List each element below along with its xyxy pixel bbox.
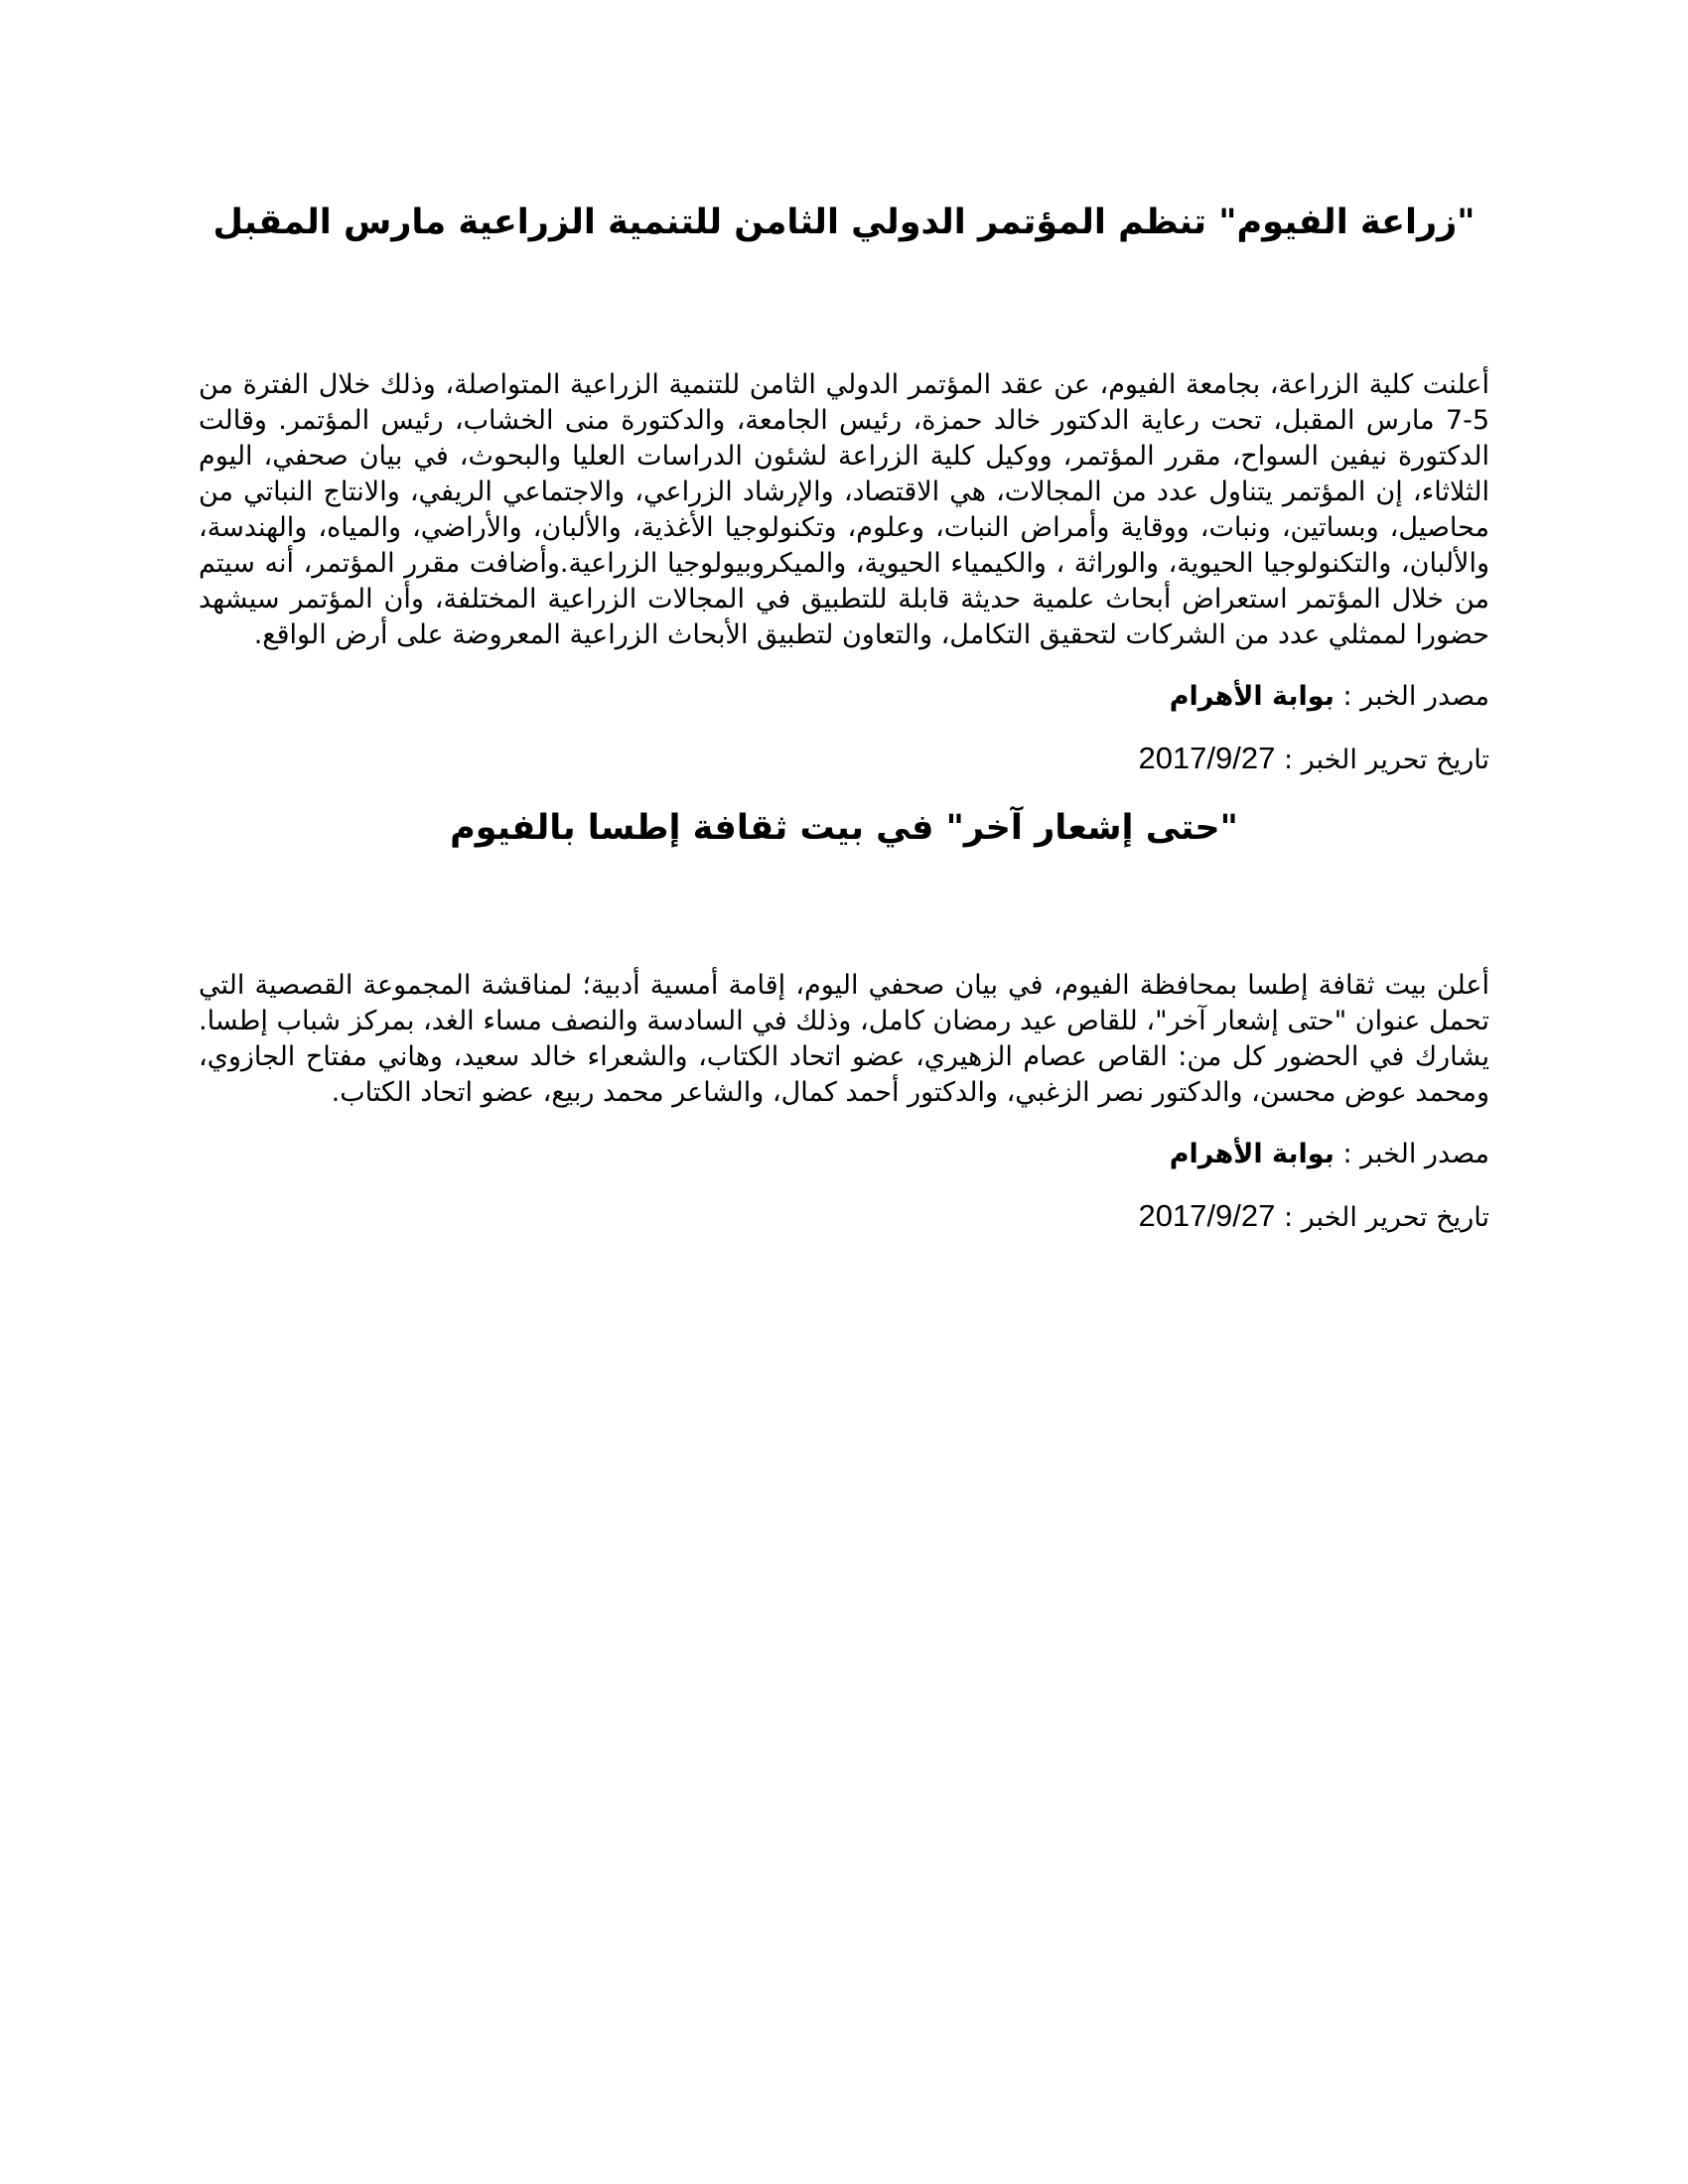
article-body: أعلن بيت ثقافة إطسا بمحافظة الفيوم، في بيان صحفي اليوم، إقامة أمسية أدبية؛ لمناقشة المجموعة القصصية التي تحمل عنوان "حتى إشعار آخر"، للقاص عيد رمضان كامل، وذلك في السادسة والنصف مساء الغد، بمركز شباب إطسا. يشارك في الحضور كل من: القاص عصام الزهيري، عضو اتحاد الكتاب، والشعراء خالد سعيد، وهاني مفتاح الجازوي، ومحمد عوض محسن، والدكتور نصر الزغبي، والدكتور أحمد كمال، والشاعر محمد ربيع، عضو اتحاد الكتاب.	[199, 970, 1489, 1108]
news-source-label: مصدر الخبر :	[1342, 680, 1489, 712]
news-source-line	[199, 1137, 1489, 1172]
news-date-label: تاريخ تحرير الخبر :	[1283, 744, 1489, 775]
news-date-label: تاريخ تحرير الخبر :	[1283, 1202, 1489, 1233]
news-source-value: بوابة الأهرام	[1169, 1139, 1335, 1169]
news-source-line	[199, 679, 1489, 715]
article-body: أعلنت كلية الزراعة، بجامعة الفيوم، عن عقد المؤتمر الدولي الثامن للتنمية الزراعية المتواصلة، وذلك خلال الفترة من 5-7 مارس المقبل، تحت رعاية الدكتور خالد حمزة، رئيس الجامعة، والدكتورة منى الخشاب، رئيس المؤتمر. وقالت الدكتورة نيفين السواح، مقرر المؤتمر، ووكيل كلية الزراعة لشئون الدراسات العليا والبحوث، في بيان صحفي، اليوم الثلاثاء، إن المؤتمر يتناول عدد من المجالات، هي الاقتصاد، والإرشاد الزراعي، والاجتماعي الريفي، والانتاج النباتي من محاصيل، وبساتين، ونبات، ووقاية وأمراض النبات، وعلوم، وتكنولوجيا الأغذية، والألبان، والأراضي، والمياه، والهندسة، والألبان، والتكنولوجيا الحيوية، والوراثة ، والكيمياء الحيوية، والميكروبيولوجيا الزراعية.وأضافت مقرر المؤتمر، أنه سيتم من خلال المؤتمر استعراض أبحاث علمية حديثة قابلة للتطبيق في المجالات الزراعية المختلفة، وأن المؤتمر سيشهد حضورا لممثلي عدد من الشركات لتحقيق التكامل، والتعاون لتطبيق الأبحاث الزراعية المعروضة على أرض الواقع.	[199, 368, 1489, 650]
news-source-label: مصدر الخبر :	[1342, 1139, 1489, 1169]
news-article-agriculture-conference	[199, 201, 1489, 778]
news-date-line	[199, 741, 1489, 778]
news-article-literary-evening	[199, 806, 1489, 1237]
news-date-value: 2017/9/27	[1138, 1198, 1276, 1233]
article-title: "حتى إشعار آخر" في بيت ثقافة إطسا بالفيوم	[450, 807, 1238, 848]
news-date-line	[199, 1198, 1489, 1236]
news-source-value: بوابة الأهرام	[1169, 680, 1335, 712]
news-date-value: 2017/9/27	[1138, 740, 1276, 775]
article-title: "زراعة الفيوم" تنظم المؤتمر الدولي الثامن للتنمية الزراعية مارس المقبل	[212, 203, 1476, 242]
